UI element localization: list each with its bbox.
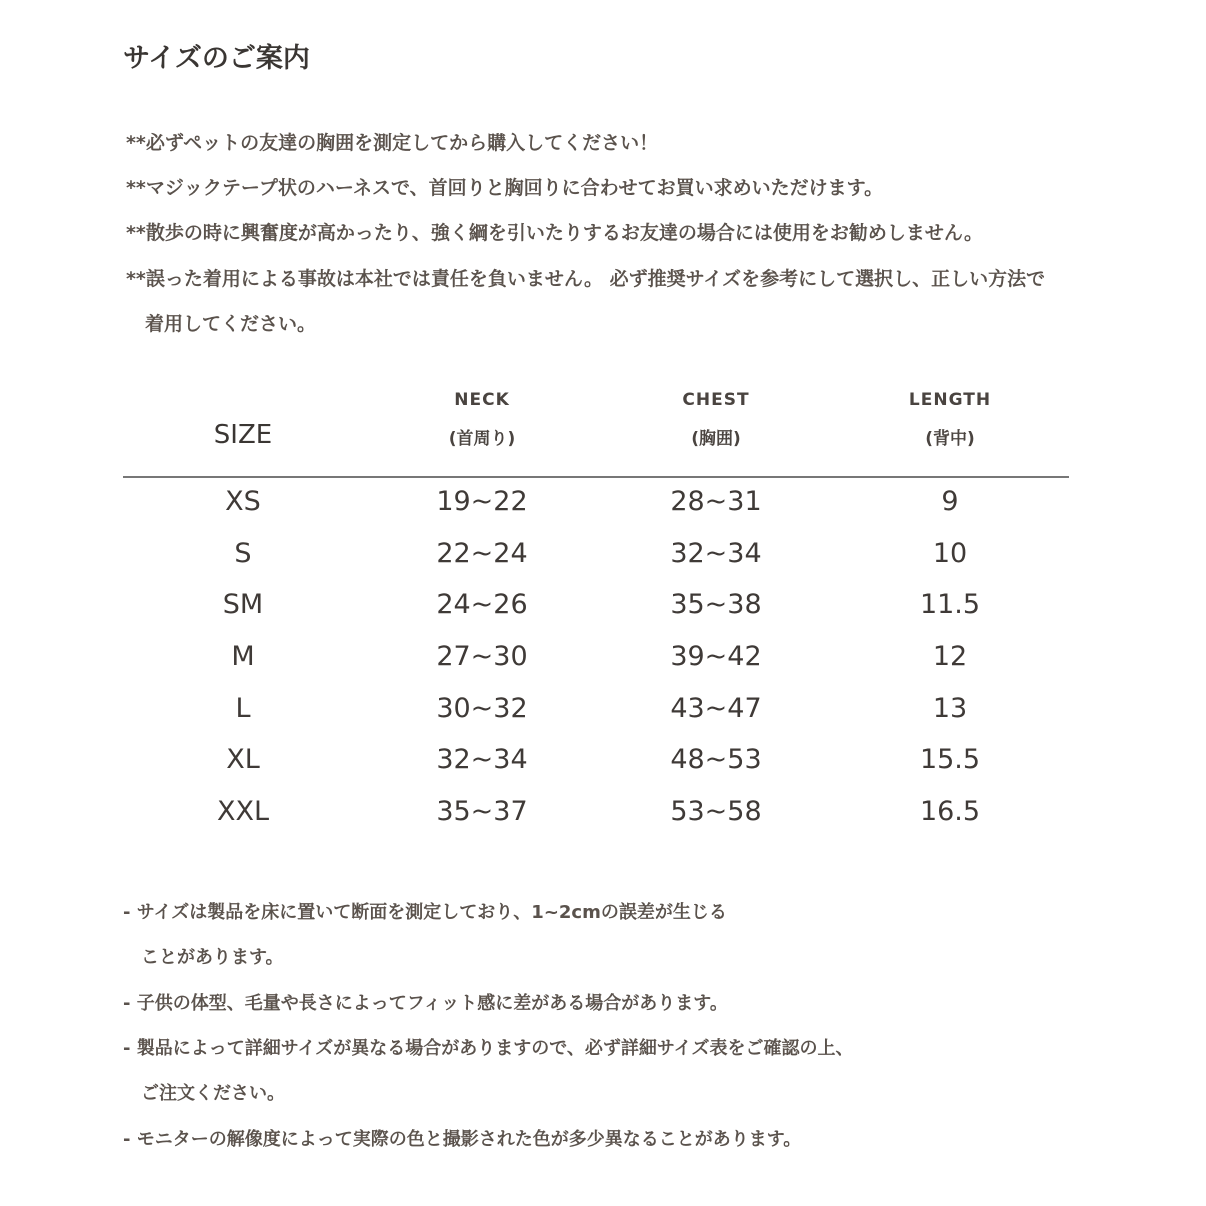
cell-size: M	[231, 641, 255, 673]
cell-neck: 22~24	[436, 537, 528, 569]
notice-line: **必ずペットの友達の胸囲を測定してから購入してください！	[126, 132, 659, 154]
cell-length: 12	[932, 641, 968, 673]
header-neck	[382, 390, 582, 449]
notice-line: **散歩の時に興奮度が高かったり、強く綱を引いたりするお友達の場合には使用をお勧めしません。	[126, 222, 984, 244]
header-chest	[616, 390, 816, 449]
cell-length: 9	[941, 486, 959, 517]
notice-line: 着用してください。	[126, 313, 317, 335]
cell-chest: 53~58	[670, 796, 762, 828]
cell-neck: 27~30	[436, 641, 528, 673]
header-label: LENGTH	[908, 390, 992, 410]
table-row	[123, 478, 1069, 530]
footnote-line: - サイズは製品を床に置いて断面を測定しており、1~2cmの誤差が生じる	[123, 902, 727, 923]
header-length	[850, 390, 1050, 449]
cell-chest: 39~42	[670, 641, 762, 673]
table-row	[123, 633, 1069, 685]
table-row	[123, 685, 1069, 737]
cell-chest: 32~34	[670, 537, 762, 569]
cell-length: 13	[932, 692, 968, 724]
notice-line: **誤った着用による事故は本社では責任を負いません。 必ず推奨サイズを参考にして選択し、正しい方法で	[126, 268, 1046, 290]
size-table	[123, 390, 1069, 840]
cell-size: SM	[222, 589, 264, 621]
cell-neck: 35~37	[436, 796, 528, 828]
cell-neck: 32~34	[436, 744, 528, 776]
cell-neck: 19~22	[436, 486, 528, 517]
header-sublabel: (背中)	[925, 429, 975, 449]
table-row	[123, 530, 1069, 582]
footnote-line: ご注文ください。	[123, 1083, 285, 1104]
cell-length: 10	[932, 537, 968, 569]
cell-length: 11.5	[919, 589, 981, 621]
cell-neck: 30~32	[436, 692, 528, 724]
cell-length: 16.5	[919, 796, 981, 828]
table-row	[123, 736, 1069, 788]
header-size: SIZE	[213, 420, 273, 450]
cell-size: XXL	[216, 796, 270, 828]
table-body	[123, 478, 1069, 840]
cell-size: XS	[225, 486, 261, 517]
cell-size: L	[235, 692, 251, 724]
cell-size: XL	[226, 744, 260, 776]
cell-chest: 48~53	[670, 744, 762, 776]
table-header	[123, 390, 1069, 478]
footnote-line: - モニターの解像度によって実際の色と撮影された色が多少異なることがあります。	[123, 1129, 802, 1150]
footnote-line: - 子供の体型、毛量や長さによってフィット感に差がある場合があります。	[123, 993, 728, 1014]
page-title: サイズのご案内	[123, 43, 310, 74]
cell-chest: 35~38	[670, 589, 762, 621]
notice-line: **マジックテープ状のハーネスで、首回りと胸回りに合わせてお買い求めいただけます。	[126, 177, 884, 199]
cell-length: 15.5	[919, 744, 981, 776]
header-label: CHEST	[682, 390, 750, 410]
cell-chest: 28~31	[670, 486, 762, 517]
table-row	[123, 581, 1069, 633]
footnote-line: - 製品によって詳細サイズが異なる場合がありますので、必ず詳細サイズ表をご確認の上、	[123, 1038, 854, 1059]
cell-neck: 24~26	[436, 589, 528, 621]
cell-chest: 43~47	[670, 692, 762, 724]
cell-size: S	[234, 537, 252, 569]
footnote-line: ことがあります。	[123, 947, 284, 968]
header-sublabel: (首周り)	[448, 429, 516, 449]
header-label: NECK	[454, 390, 510, 410]
table-row	[123, 788, 1069, 840]
header-sublabel: (胸囲)	[691, 429, 741, 449]
